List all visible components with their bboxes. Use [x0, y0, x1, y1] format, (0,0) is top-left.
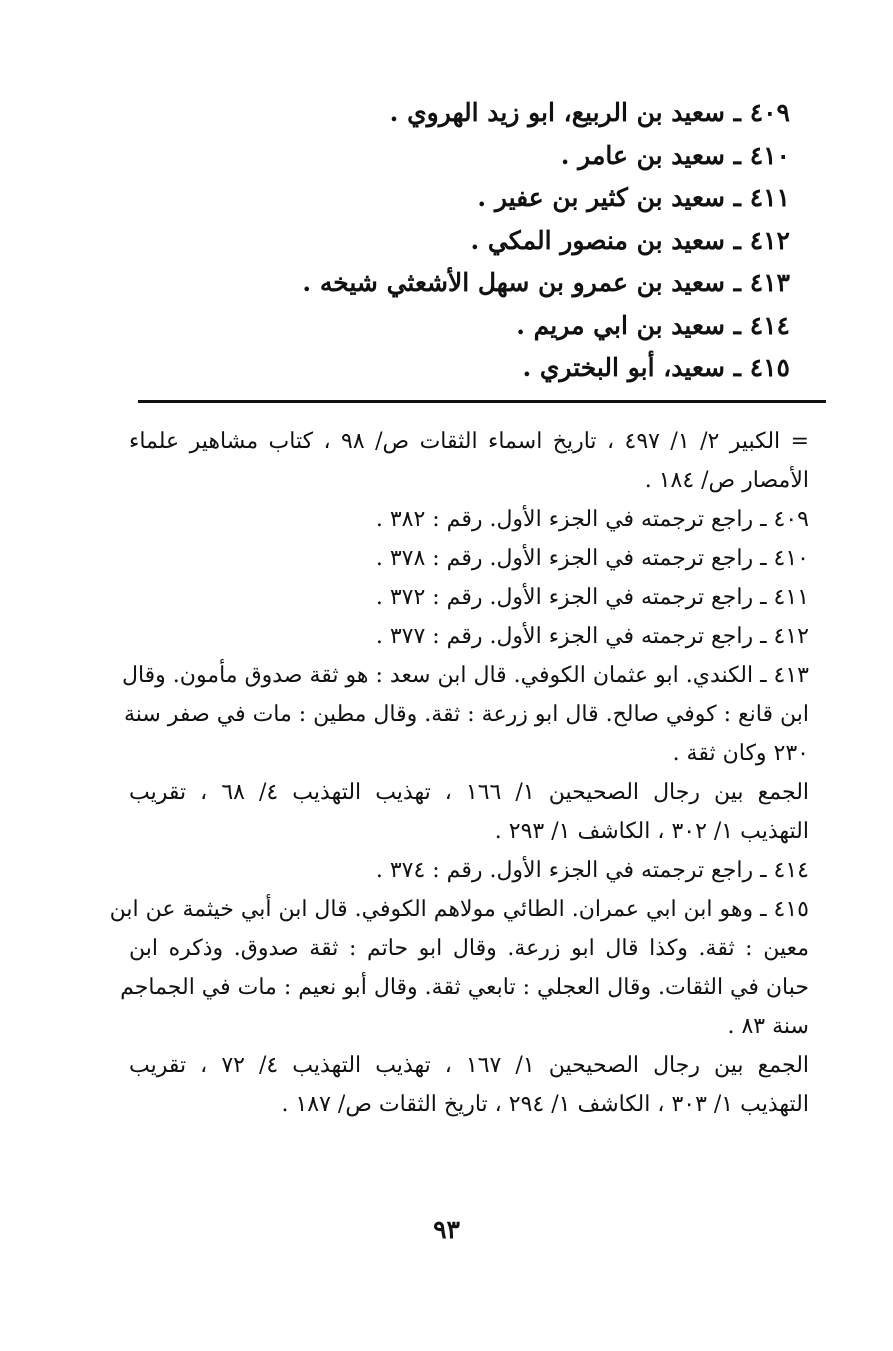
footnote-divider: [138, 400, 826, 403]
entry-415: ٤١٥ ـ سعيد، أبو البختري .: [522, 353, 790, 382]
footnote-line: الأمصار ص/ ١٨٤ .: [644, 468, 809, 493]
footnote-line: الجمع بين رجال الصحيحين ١/ ١٦٦ ، تهذيب التهذيب ٤/ ٦٨ ، تقريب: [129, 780, 810, 805]
entry-409: ٤٠٩ ـ سعيد بن الربيع، ابو زيد الهروي .: [389, 98, 790, 127]
footnote-line: الجمع بين رجال الصحيحين ١/ ١٦٧ ، تهذيب التهذيب ٤/ ٧٢ ، تقريب: [129, 1053, 810, 1078]
footnote-line: ٤١٣ ـ الكندي. ابو عثمان الكوفي. قال ابن سعد : هو ثقة صدوق مأمون. وقال: [121, 663, 809, 688]
footnotes: [109, 422, 810, 1124]
footnote-409: [129, 500, 809, 539]
footnote-line: التهذيب ١/ ٣٠٢ ، الكاشف ١/ ٢٩٣ .: [494, 819, 809, 844]
footnote-line: ٤١١ ـ راجع ترجمته في الجزء الأول. رقم : ٣٧٢ .: [375, 585, 809, 610]
footnote-continuation: [129, 422, 809, 500]
entry-412: ٤١٢ ـ سعيد بن منصور المكي .: [470, 225, 790, 255]
footnote-410: [129, 539, 809, 578]
footnote-line: حبان في الثقات. وقال العجلي : تابعي ثقة. وقال أبو نعيم : مات في الجماجم: [120, 975, 809, 1000]
footnote-411: [129, 578, 809, 617]
entry-411: ٤١١ ـ سعيد بن كثير بن عفير .: [477, 183, 790, 212]
footnote-line: سنة ٨٣ .: [727, 1014, 809, 1039]
footnote-413: [121, 656, 809, 773]
entries-list: [230, 92, 790, 390]
footnote-line: ٤١٢ ـ راجع ترجمته في الجزء الأول. رقم : ٣٧٧ .: [375, 624, 809, 649]
footnote-415-references: [129, 1046, 809, 1124]
footnote-line: معين : ثقة. وكذا قال ابو زرعة. وقال ابو حاتم : ثقة صدوق. وذكره ابن: [129, 936, 809, 961]
footnote-line: ابن قانع : كوفي صالح. قال ابو زرعة : ثقة. وقال مطين : مات في صفر سنة: [123, 702, 809, 727]
footnote-line: التهذيب ١/ ٣٠٣ ، الكاشف ١/ ٢٩٤ ، تاريخ الثقات ص/ ١٨٧ .: [281, 1092, 809, 1117]
footnote-415: [109, 890, 809, 1046]
footnote-line: ٢٣٠ وكان ثقة .: [672, 741, 809, 766]
entry-410: ٤١٠ ـ سعيد بن عامر .: [560, 140, 790, 170]
footnote-412: [129, 617, 809, 656]
footnote-414: [129, 851, 809, 890]
footnote-line: ٤١٤ ـ راجع ترجمته في الجزء الأول. رقم : ٣٧٤ .: [375, 858, 809, 883]
footnote-line: ٤١٥ ـ وهو ابن ابي عمران. الطائي مولاهم الكوفي. قال ابن أبي خيثمة عن ابن: [109, 897, 809, 922]
entry-413: ٤١٣ ـ سعيد بن عمرو بن سهل الأشعثي شيخه .: [302, 268, 790, 297]
entry-414: ٤١٤ ـ سعيد بن ابي مريم .: [516, 310, 790, 340]
footnote-413-references: [129, 773, 809, 851]
footnote-line: = الكبير ٢/ ١/ ٤٩٧ ، تاريخ اسماء الثقات ص/ ٩٨ ، كتاب مشاهير علماء: [129, 429, 810, 454]
page-number: ٩٣: [433, 1215, 460, 1244]
footnote-line: ٤٠٩ ـ راجع ترجمته في الجزء الأول. رقم : ٣٨٢ .: [375, 507, 809, 532]
footnote-line: ٤١٠ ـ راجع ترجمته في الجزء الأول. رقم : ٣٧٨ .: [375, 546, 809, 571]
